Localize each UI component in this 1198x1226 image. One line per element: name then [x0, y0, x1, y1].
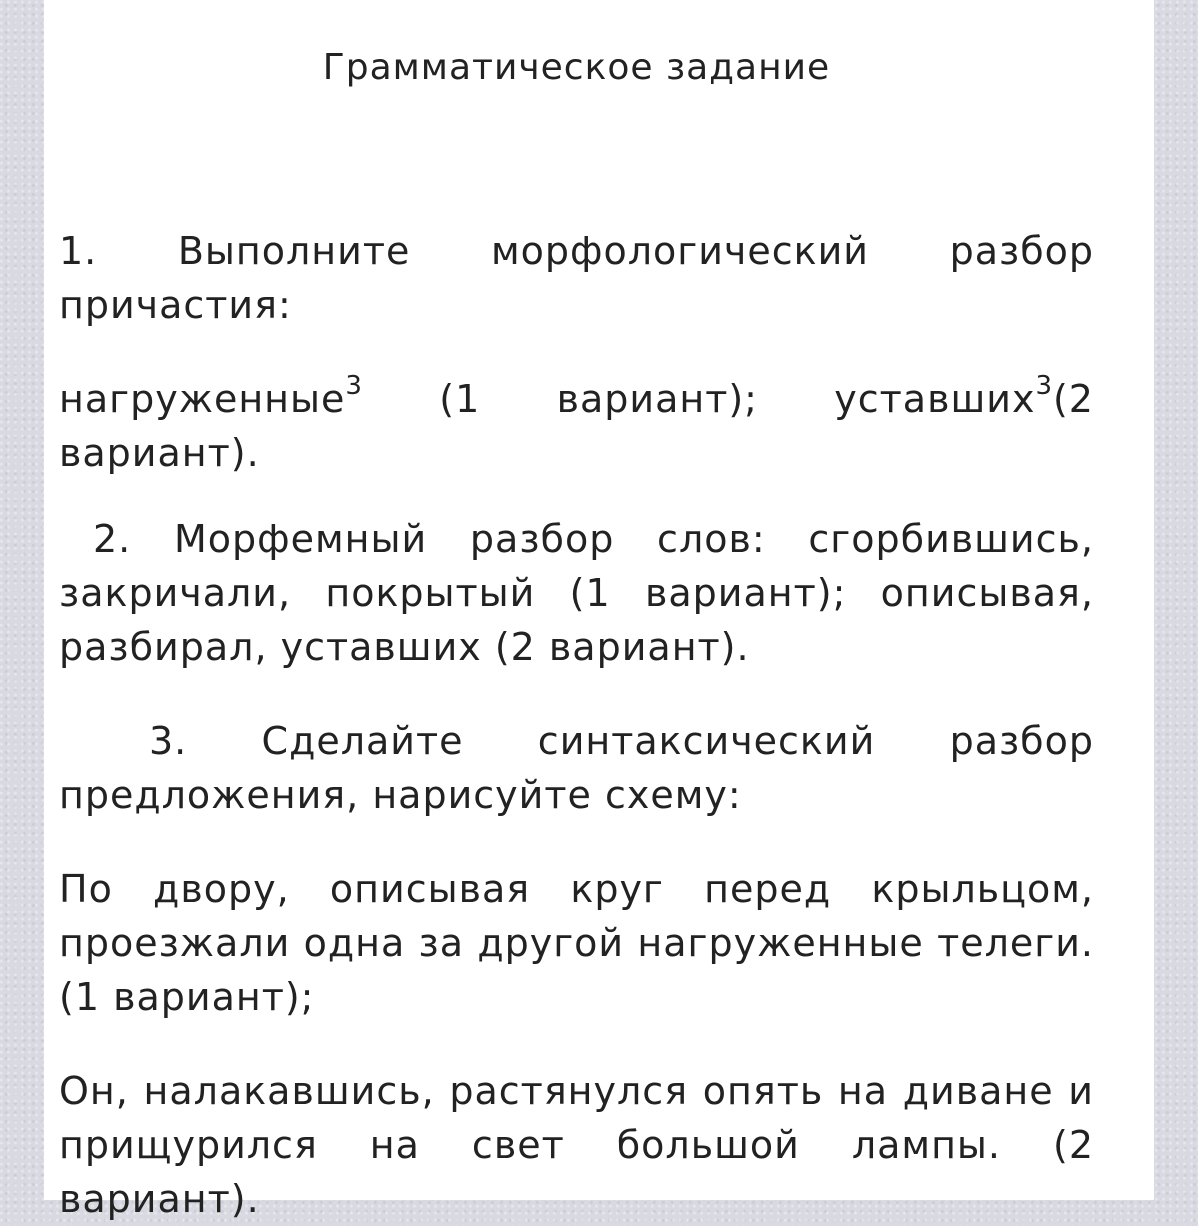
task-2: 2. Морфемный разбор слов: сгорбившись, закричали, покрытый (1 вариант); описывая, разбирал, уставших (2 вариант).: [59, 517, 1094, 669]
task-1: 1. Выполните морфологический разбор причастия:: [59, 229, 1094, 327]
sentence-variant-2: Он, налакавшись, растянулся опять на диване и прищурился на свет большой лампы. (2 вариант).: [59, 1069, 1094, 1221]
page-title: Грамматическое задание: [322, 47, 831, 88]
word-nagruzhennye: нагруженные: [59, 377, 346, 421]
variant-text-2: (2 вариант).: [59, 377, 1094, 475]
sentence-variant-1: По двору, описывая круг перед крыльцом, проезжали одна за другой нагруженные телеги. (1 вариант);: [59, 867, 1094, 1019]
document-page: [44, 0, 1154, 1221]
variant-text-1: (1 вариант); уставших: [362, 377, 1036, 421]
task-1-words: [59, 372, 1094, 480]
superscript-2: 3: [1035, 371, 1053, 401]
task-3: 3. Сделайте синтаксический разбор предложения, нарисуйте схему:: [59, 719, 1094, 817]
superscript-1: 3: [345, 371, 363, 401]
